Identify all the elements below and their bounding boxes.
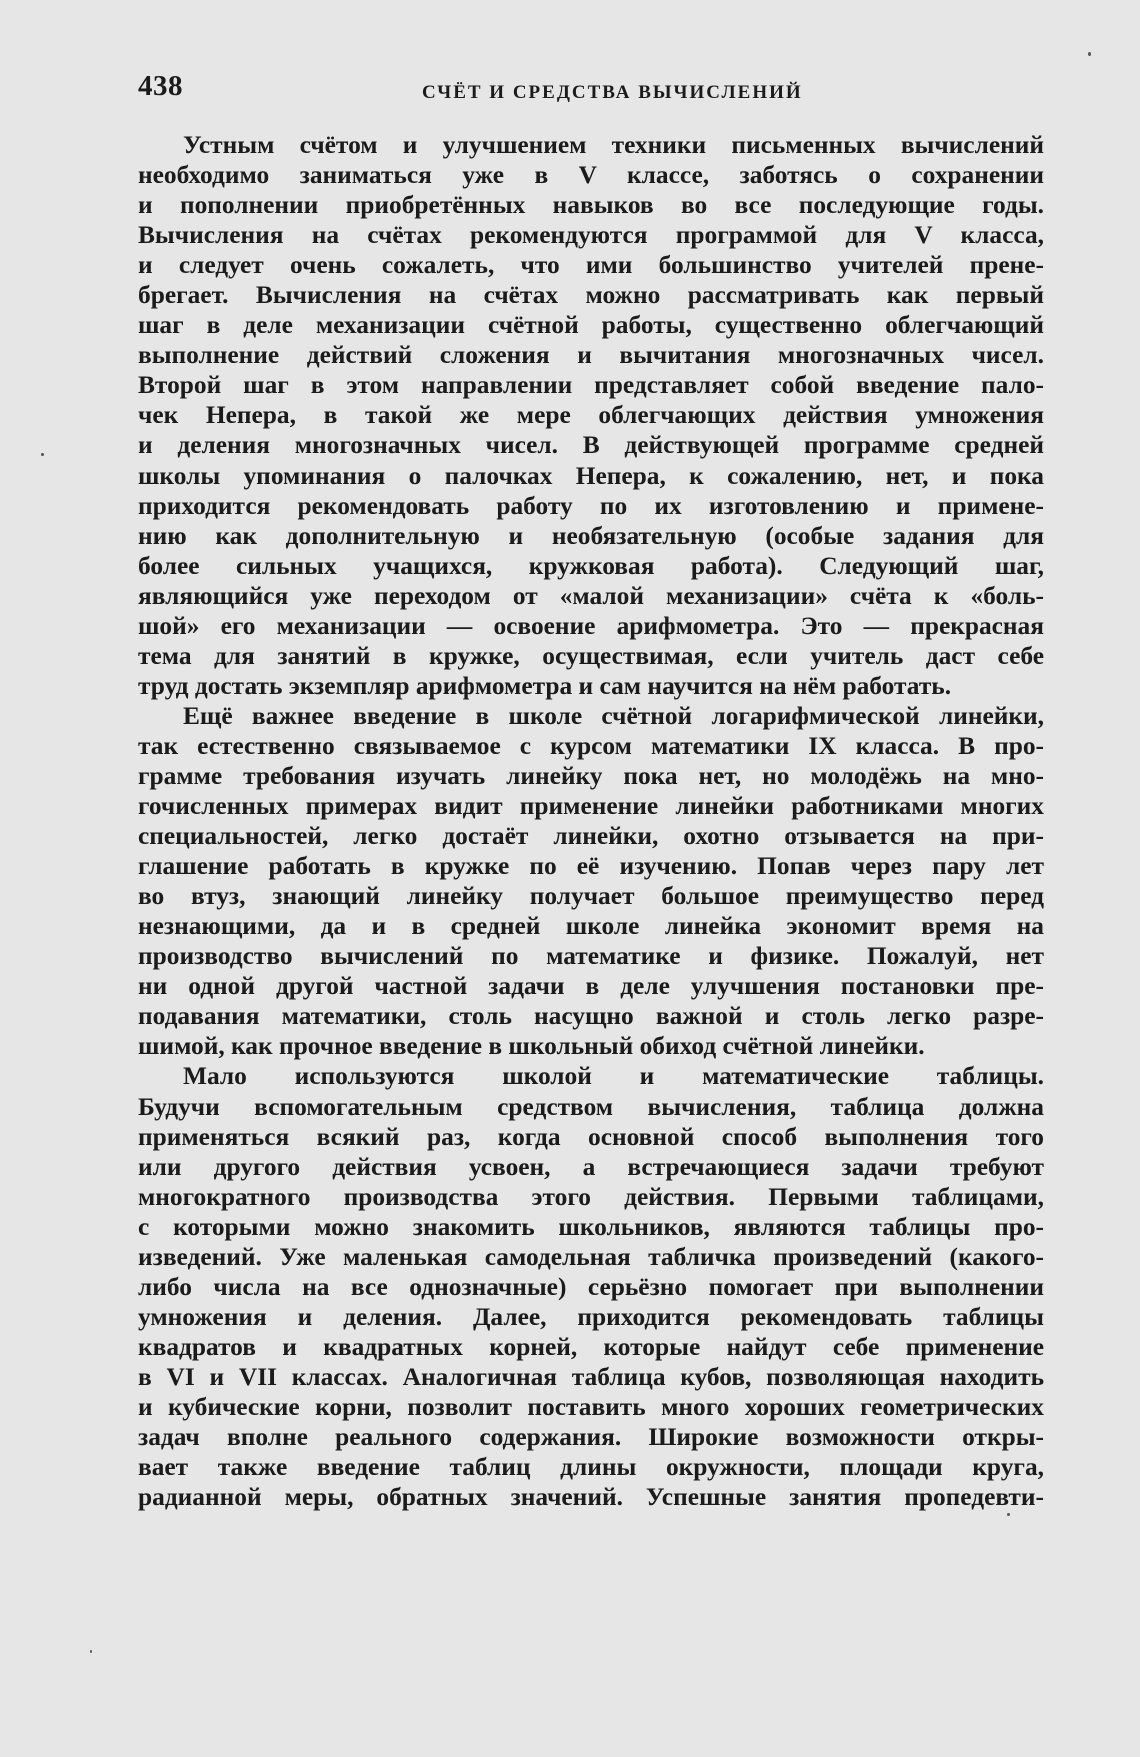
text-line: чек Непера, в такой же мере облегчающих действия умножения xyxy=(138,401,1044,430)
text-line: Второй шаг в этом направлении представляет собой введение пало- xyxy=(138,371,1044,400)
text-line: шаг в деле механизации счётной работы, существенно облегчающий xyxy=(138,311,1044,340)
text-line: гочисленных примерах видит применение линейки работниками многих xyxy=(138,792,1044,821)
text-line: во втуз, знающий линейку получает большое преимущество перед xyxy=(138,882,1044,911)
text-line: шимой, как прочное введение в школьный обиход счётной линейки. xyxy=(138,1032,925,1061)
text-line: либо числа на все однозначные) серьёзно помогает при выполнении xyxy=(138,1272,1044,1301)
text-line: многократного производства этого действия. Первыми таблицами, xyxy=(138,1182,1044,1211)
text-line: Устным счётом и улучшением техники письменных вычислений xyxy=(183,131,1044,159)
paragraph xyxy=(138,1061,1044,1512)
text-line: выполнение действий сложения и вычитания многозначных чисел. xyxy=(138,341,1044,370)
text-line: и пополнении приобретённых навыков во все последующие годы. xyxy=(138,191,1044,220)
text-line: с которыми можно знакомить школьников, являются таблицы про- xyxy=(138,1212,1044,1241)
text-line: применяться всякий раз, когда основной способ выполнения того xyxy=(138,1122,1044,1151)
text-line: являющийся уже переходом от «малой механизации» счёта к «боль- xyxy=(138,581,1044,610)
running-head: СЧЁТ И СРЕДСТВА ВЫЧИСЛЕНИЙ xyxy=(422,82,803,103)
text-line: Вычисления на счётах рекомендуются программой для V класса, xyxy=(138,221,1044,250)
paragraph xyxy=(138,130,1044,701)
text-line: необходимо заниматься уже в V классе, заботясь о сохранении xyxy=(138,161,1044,190)
text-line: брегает. Вычисления на счётах можно рассматривать как первый xyxy=(138,281,1044,310)
text-line: умножения и деления. Далее, приходится рекомендовать таблицы xyxy=(138,1302,1044,1331)
text-line: и кубические корни, позволит поставить много хороших геометрических xyxy=(138,1392,1044,1421)
text-line: квадратов и квадратных корней, которые найдут себе применение xyxy=(138,1332,1044,1361)
scan-speck xyxy=(1007,1513,1010,1516)
text-line: в VI и VII классах. Аналогичная таблица кубов, позволяющая находить xyxy=(138,1362,1044,1391)
text-line: специальностей, легко достаёт линейки, охотно отзывается на при- xyxy=(138,822,1044,851)
text-line: так естественно связываемое с курсом математики IX класса. В про- xyxy=(138,731,1044,760)
text-line: более сильных учащихся, кружковая работа). Следующий шаг, xyxy=(138,551,1044,580)
page-number: 438 xyxy=(138,70,183,102)
text-line: подавания математики, столь насущно важной и столь легко разре- xyxy=(138,1002,1044,1031)
text-line: грамме требования изучать линейку пока нет, но молодёжь на мно- xyxy=(138,761,1044,790)
scan-speck xyxy=(1088,52,1091,56)
text-line: производство вычислений по математике и физике. Пожалуй, нет xyxy=(138,942,1044,971)
text-line: школы упоминания о палочках Непера, к сожалению, нет, и пока xyxy=(138,461,1044,490)
scan-speck xyxy=(90,1650,92,1653)
text-line: изведений. Уже маленькая самодельная табличка произведений (какого- xyxy=(138,1242,1044,1271)
paragraph xyxy=(138,701,1044,1062)
text-line: и следует очень сожалеть, что ими большинство учителей прене- xyxy=(138,251,1044,280)
text-line: незнающими, да и в средней школе линейка экономит время на xyxy=(138,912,1044,941)
text-line: нию как дополнительную и необязательную (особые задания для xyxy=(138,521,1044,550)
text-line: и деления многозначных чисел. В действующей программе средней xyxy=(138,431,1044,460)
text-line: тема для занятий в кружке, осуществимая, если учитель даст себе xyxy=(138,641,1044,670)
text-line: вает также введение таблиц длины окружности, площади круга, xyxy=(138,1453,1044,1482)
text-line: глашение работать в кружке по её изучению. Попав через пару лет xyxy=(138,852,1044,881)
text-line: Мало используются школой и математические таблицы. xyxy=(183,1062,1044,1091)
text-line: приходится рекомендовать работу по их изготовлению и примене- xyxy=(138,491,1044,520)
text-line: задач вполне реального содержания. Широкие возможности откры- xyxy=(138,1423,1044,1452)
text-line: Ещё важнее введение в школе счётной логарифмической линейки, xyxy=(183,701,1044,730)
text-line: или другого действия усвоен, а встречающиеся задачи требуют xyxy=(138,1152,1044,1181)
text-line: шой» его механизации — освоение арифмометра. Это — прекрасная xyxy=(138,611,1044,640)
text-line: труд достать экземпляр арифмометра и сам научится на нём работать. xyxy=(138,671,952,700)
page-header xyxy=(138,66,1044,110)
body-text xyxy=(138,130,1044,1512)
text-line: Будучи вспомогательным средством вычисления, таблица должна xyxy=(138,1092,1044,1121)
text-line: ни одной другой частной задачи в деле улучшения постановки пре- xyxy=(138,972,1044,1001)
text-line: радианной меры, обратных значений. Успешные занятия пропедевти- xyxy=(138,1483,1044,1512)
scan-speck xyxy=(41,453,44,456)
